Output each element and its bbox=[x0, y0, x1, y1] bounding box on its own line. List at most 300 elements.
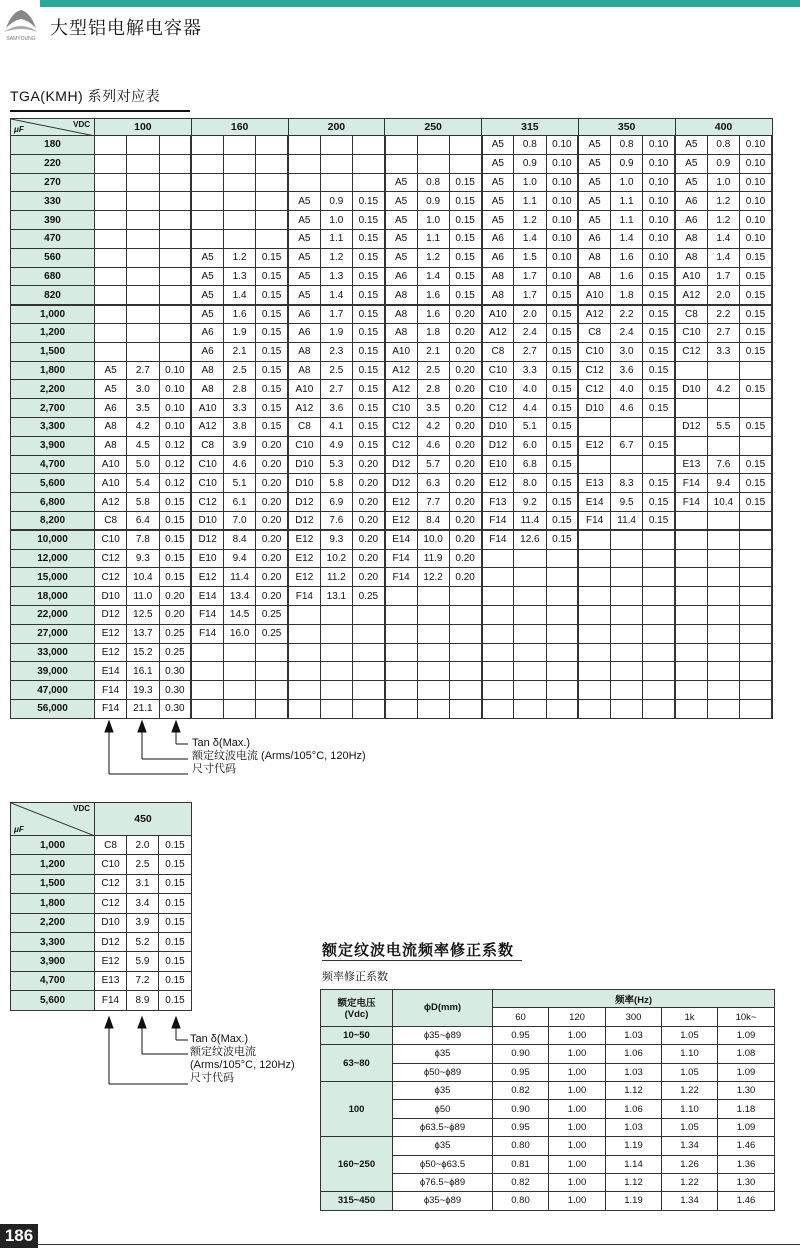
ripple-current-cell bbox=[224, 136, 256, 155]
voltage-cell: 100 bbox=[321, 1081, 393, 1136]
size-code-cell: F14 bbox=[482, 530, 514, 549]
legend-tan-delta: Tan δ(Max.) bbox=[192, 737, 251, 749]
size-code-cell bbox=[675, 530, 707, 549]
tan-delta-cell bbox=[740, 681, 773, 700]
size-code-cell bbox=[385, 662, 417, 681]
ripple-current-cell: 13.4 bbox=[224, 587, 256, 606]
voltage-header: 350 bbox=[578, 119, 675, 136]
tan-delta-cell: 0.10 bbox=[643, 229, 675, 248]
ripple-current-cell: 4.0 bbox=[514, 380, 546, 399]
ripple-current-cell: 11.2 bbox=[320, 568, 352, 587]
size-code-cell bbox=[288, 662, 320, 681]
ripple-current-cell: 1.6 bbox=[417, 286, 449, 305]
size-code-cell: C10 bbox=[288, 436, 320, 455]
voltage-header: 200 bbox=[288, 119, 385, 136]
size-code-cell: A12 bbox=[482, 323, 514, 342]
ripple-current-cell: 9.4 bbox=[707, 474, 739, 493]
table-row bbox=[11, 305, 773, 324]
capacitance-cell: 15,000 bbox=[11, 568, 95, 587]
tan-delta-cell bbox=[353, 624, 385, 643]
tan-delta-cell: 0.15 bbox=[643, 380, 675, 399]
ripple-current-cell bbox=[514, 662, 546, 681]
size-code-cell: C8 bbox=[675, 305, 707, 324]
coefficient-cell: 1.19 bbox=[606, 1137, 662, 1155]
ripple-current-cell bbox=[127, 173, 159, 192]
capacitance-cell: 4,700 bbox=[11, 455, 95, 474]
ripple-current-cell bbox=[417, 154, 449, 173]
ripple-current-cell bbox=[514, 549, 546, 568]
ripple-current-cell: 10.0 bbox=[417, 530, 449, 549]
size-code-cell bbox=[288, 624, 320, 643]
ripple-current-cell: 8.9 bbox=[127, 991, 159, 1010]
size-code-cell: F14 bbox=[385, 549, 417, 568]
ripple-current-cell: 1.7 bbox=[514, 286, 546, 305]
ripple-current-cell: 1.4 bbox=[417, 267, 449, 286]
tan-delta-cell: 0.15 bbox=[643, 286, 675, 305]
legend-tan-delta: Tan δ(Max.) bbox=[190, 1033, 249, 1045]
tan-delta-cell: 0.10 bbox=[740, 154, 773, 173]
ripple-current-cell: 2.1 bbox=[224, 342, 256, 361]
coefficient-cell: 0.80 bbox=[493, 1192, 549, 1210]
tan-delta-cell: 0.15 bbox=[740, 493, 773, 512]
coefficient-cell: 1.00 bbox=[549, 1026, 606, 1044]
size-code-cell bbox=[675, 549, 707, 568]
ripple-current-cell: 7.6 bbox=[707, 455, 739, 474]
ripple-current-cell: 12.2 bbox=[417, 568, 449, 587]
table-row bbox=[11, 587, 773, 606]
ripple-current-cell bbox=[417, 681, 449, 700]
capacitance-cell: 27,000 bbox=[11, 624, 95, 643]
ripple-current-cell: 1.6 bbox=[611, 248, 643, 267]
tan-delta-cell bbox=[643, 699, 675, 718]
ripple-current-cell: 4.2 bbox=[127, 417, 159, 436]
size-code-cell: E14 bbox=[191, 587, 223, 606]
ripple-current-cell: 1.9 bbox=[224, 323, 256, 342]
ripple-current-cell: 2.5 bbox=[320, 361, 352, 380]
tan-delta-cell bbox=[546, 568, 578, 587]
ripple-current-cell bbox=[320, 699, 352, 718]
header-row bbox=[11, 119, 773, 136]
size-code-cell: A10 bbox=[675, 267, 707, 286]
ripple-current-cell: 1.4 bbox=[514, 229, 546, 248]
tan-delta-cell: 0.10 bbox=[546, 211, 578, 230]
size-code-cell: C12 bbox=[95, 894, 127, 913]
ripple-current-cell bbox=[417, 643, 449, 662]
size-code-cell: A5 bbox=[578, 211, 610, 230]
tan-delta-cell: 0.10 bbox=[159, 399, 191, 418]
tan-delta-cell: 0.15 bbox=[159, 836, 192, 855]
ripple-current-cell: 0.9 bbox=[320, 192, 352, 211]
ripple-current-cell bbox=[127, 154, 159, 173]
tan-delta-cell bbox=[546, 549, 578, 568]
corner-cell bbox=[11, 803, 95, 836]
size-code-cell bbox=[675, 681, 707, 700]
ripple-current-cell bbox=[417, 587, 449, 606]
size-code-cell bbox=[675, 699, 707, 718]
tan-delta-cell: 0.15 bbox=[353, 323, 385, 342]
size-code-cell: C10 bbox=[191, 455, 223, 474]
ripple-current-cell bbox=[224, 154, 256, 173]
tan-delta-cell: 0.25 bbox=[159, 643, 191, 662]
voltage-header: 400 bbox=[675, 119, 772, 136]
size-code-cell: A5 bbox=[288, 229, 320, 248]
ripple-current-cell bbox=[417, 605, 449, 624]
tan-delta-cell bbox=[740, 399, 773, 418]
size-code-cell bbox=[675, 399, 707, 418]
ripple-current-cell: 1.7 bbox=[320, 305, 352, 324]
tan-delta-cell: 0.20 bbox=[256, 493, 288, 512]
tan-delta-cell bbox=[353, 699, 385, 718]
tan-delta-cell bbox=[740, 587, 773, 606]
ripple-current-cell: 1.0 bbox=[417, 211, 449, 230]
size-code-cell bbox=[191, 136, 223, 155]
series-table-title: TGA(KMH) 系列对应表 bbox=[10, 88, 161, 104]
tan-delta-cell: 0.15 bbox=[256, 380, 288, 399]
tan-delta-cell: 0.15 bbox=[159, 932, 192, 951]
size-code-cell: F14 bbox=[578, 511, 610, 530]
tan-delta-cell: 0.20 bbox=[449, 568, 481, 587]
tan-delta-cell: 0.15 bbox=[546, 474, 578, 493]
ripple-current-cell: 1.1 bbox=[417, 229, 449, 248]
tan-delta-cell bbox=[256, 211, 288, 230]
size-code-cell: C10 bbox=[95, 855, 127, 874]
ripple-current-cell bbox=[127, 286, 159, 305]
tan-delta-cell: 0.15 bbox=[449, 192, 481, 211]
tan-delta-cell: 0.15 bbox=[159, 913, 192, 932]
ripple-current-cell: 11.4 bbox=[611, 511, 643, 530]
voltage-cell: 315~450 bbox=[321, 1192, 393, 1210]
size-code-cell: D12 bbox=[288, 493, 320, 512]
table-row bbox=[11, 493, 773, 512]
size-code-cell: A12 bbox=[385, 380, 417, 399]
size-code-cell: A6 bbox=[578, 229, 610, 248]
table-row bbox=[11, 855, 192, 874]
ripple-current-cell: 19.3 bbox=[127, 681, 159, 700]
ripple-current-cell: 6.0 bbox=[514, 436, 546, 455]
table-row bbox=[11, 836, 192, 855]
size-code-cell: A6 bbox=[288, 323, 320, 342]
ripple-current-cell: 4.9 bbox=[320, 436, 352, 455]
tan-delta-cell: 0.15 bbox=[546, 380, 578, 399]
size-code-cell bbox=[385, 136, 417, 155]
ripple-current-cell bbox=[224, 662, 256, 681]
tan-delta-cell: 0.20 bbox=[353, 493, 385, 512]
tan-delta-cell: 0.15 bbox=[256, 342, 288, 361]
size-code-cell: A12 bbox=[578, 305, 610, 324]
ripple-current-cell: 8.3 bbox=[611, 474, 643, 493]
tan-delta-cell bbox=[449, 681, 481, 700]
capacitance-cell: 8,200 bbox=[11, 511, 95, 530]
size-code-cell bbox=[675, 662, 707, 681]
capacitance-cell: 22,000 bbox=[11, 605, 95, 624]
ripple-current-cell bbox=[417, 662, 449, 681]
coefficient-cell: 1.03 bbox=[606, 1026, 662, 1044]
voltage-header: 250 bbox=[385, 119, 482, 136]
tan-delta-cell bbox=[256, 681, 288, 700]
size-code-cell: A6 bbox=[675, 192, 707, 211]
ripple-current-cell: 5.4 bbox=[127, 474, 159, 493]
size-code-cell: C10 bbox=[385, 399, 417, 418]
ripple-current-cell bbox=[224, 229, 256, 248]
size-code-cell: A8 bbox=[95, 436, 127, 455]
tan-delta-cell bbox=[643, 455, 675, 474]
size-code-cell: D10 bbox=[288, 455, 320, 474]
size-code-cell bbox=[95, 211, 127, 230]
ripple-current-cell: 12.5 bbox=[127, 605, 159, 624]
tan-delta-cell: 0.20 bbox=[353, 549, 385, 568]
size-code-cell: A8 bbox=[385, 305, 417, 324]
coefficient-cell: 1.06 bbox=[606, 1045, 662, 1063]
tan-delta-cell: 0.15 bbox=[643, 511, 675, 530]
ripple-current-cell: 14.5 bbox=[224, 605, 256, 624]
tan-delta-cell: 0.30 bbox=[159, 662, 191, 681]
size-code-cell: C10 bbox=[482, 380, 514, 399]
coefficient-cell: 1.30 bbox=[718, 1081, 775, 1099]
size-code-cell bbox=[675, 436, 707, 455]
ripple-current-cell bbox=[611, 568, 643, 587]
coefficient-cell: 1.22 bbox=[662, 1173, 718, 1191]
table-row bbox=[11, 874, 192, 893]
ripple-current-cell: 1.0 bbox=[514, 173, 546, 192]
tan-delta-cell: 0.15 bbox=[353, 192, 385, 211]
size-code-cell bbox=[191, 643, 223, 662]
tan-delta-cell bbox=[353, 662, 385, 681]
capacitance-cell: 5,600 bbox=[11, 474, 95, 493]
capacitance-cell: 1,500 bbox=[11, 342, 95, 361]
size-code-cell: C10 bbox=[482, 361, 514, 380]
legend-size-code: 尺寸代码 bbox=[190, 1072, 234, 1084]
size-code-cell: A8 bbox=[95, 417, 127, 436]
tan-delta-cell bbox=[740, 624, 773, 643]
size-code-cell bbox=[675, 511, 707, 530]
ripple-current-cell: 7.0 bbox=[224, 511, 256, 530]
ripple-current-cell: 4.6 bbox=[224, 455, 256, 474]
frequency-value: 1k bbox=[662, 1008, 718, 1026]
tan-delta-cell bbox=[449, 624, 481, 643]
ripple-current-cell bbox=[127, 267, 159, 286]
tan-delta-cell bbox=[546, 605, 578, 624]
tan-delta-cell: 0.15 bbox=[546, 323, 578, 342]
ripple-current-cell: 1.3 bbox=[224, 267, 256, 286]
ripple-current-cell: 9.2 bbox=[514, 493, 546, 512]
header-row bbox=[11, 803, 192, 836]
ripple-current-cell: 1.6 bbox=[417, 305, 449, 324]
tan-delta-cell: 0.15 bbox=[159, 511, 191, 530]
size-code-cell bbox=[288, 154, 320, 173]
ripple-current-cell: 2.8 bbox=[224, 380, 256, 399]
tan-delta-cell: 0.10 bbox=[546, 248, 578, 267]
tan-delta-cell: 0.25 bbox=[256, 624, 288, 643]
ripple-current-cell: 5.8 bbox=[127, 493, 159, 512]
tan-delta-cell: 0.15 bbox=[740, 267, 773, 286]
size-code-cell: D12 bbox=[95, 605, 127, 624]
table-row bbox=[11, 323, 773, 342]
ripple-current-cell: 3.8 bbox=[224, 417, 256, 436]
voltage-header: 100 bbox=[95, 119, 192, 136]
size-code-cell bbox=[385, 681, 417, 700]
tan-delta-cell bbox=[449, 643, 481, 662]
size-code-cell: D12 bbox=[675, 417, 707, 436]
size-code-cell bbox=[578, 417, 610, 436]
tan-delta-cell: 0.15 bbox=[643, 267, 675, 286]
size-code-cell: A10 bbox=[385, 342, 417, 361]
size-code-cell bbox=[288, 173, 320, 192]
size-code-cell: A12 bbox=[675, 286, 707, 305]
size-code-cell: E14 bbox=[578, 493, 610, 512]
coefficient-cell: 1.19 bbox=[606, 1192, 662, 1210]
size-code-cell: A5 bbox=[578, 192, 610, 211]
size-code-cell: F14 bbox=[288, 587, 320, 606]
table-row bbox=[11, 173, 773, 192]
capacitance-cell: 18,000 bbox=[11, 587, 95, 606]
ripple-current-cell bbox=[320, 624, 352, 643]
tan-delta-cell: 0.15 bbox=[740, 455, 773, 474]
tan-delta-cell bbox=[159, 305, 191, 324]
ripple-current-cell: 2.8 bbox=[417, 380, 449, 399]
ripple-current-cell: 1.8 bbox=[611, 286, 643, 305]
size-code-cell: C10 bbox=[578, 342, 610, 361]
size-code-cell: F14 bbox=[191, 605, 223, 624]
tan-delta-cell bbox=[546, 587, 578, 606]
size-code-cell: A8 bbox=[675, 229, 707, 248]
ripple-current-cell: 1.6 bbox=[224, 305, 256, 324]
ripple-current-cell: 5.0 bbox=[127, 455, 159, 474]
tan-delta-cell: 0.15 bbox=[256, 305, 288, 324]
ripple-current-cell bbox=[611, 643, 643, 662]
ripple-current-cell bbox=[514, 699, 546, 718]
ripple-current-cell: 11.9 bbox=[417, 549, 449, 568]
tan-delta-cell: 0.15 bbox=[159, 952, 192, 971]
coefficient-cell: 1.05 bbox=[662, 1063, 718, 1081]
diameter-header: ϕD(mm) bbox=[393, 990, 493, 1027]
coefficient-cell: 1.05 bbox=[662, 1026, 718, 1044]
ripple-current-cell bbox=[707, 399, 739, 418]
ripple-current-cell: 1.4 bbox=[224, 286, 256, 305]
size-code-cell: A6 bbox=[95, 399, 127, 418]
size-code-cell bbox=[191, 211, 223, 230]
size-code-cell bbox=[191, 699, 223, 718]
tan-delta-cell bbox=[256, 229, 288, 248]
coefficient-cell: 0.90 bbox=[493, 1100, 549, 1118]
size-code-cell: E12 bbox=[385, 493, 417, 512]
tan-delta-cell: 0.10 bbox=[546, 192, 578, 211]
ripple-current-cell: 1.0 bbox=[320, 211, 352, 230]
tan-delta-cell: 0.20 bbox=[449, 323, 481, 342]
tan-delta-cell: 0.10 bbox=[643, 211, 675, 230]
ripple-current-cell: 1.3 bbox=[320, 267, 352, 286]
size-code-cell: A5 bbox=[482, 136, 514, 155]
size-code-cell: A6 bbox=[482, 248, 514, 267]
size-code-cell bbox=[482, 605, 514, 624]
size-code-cell bbox=[675, 361, 707, 380]
ripple-current-cell: 2.7 bbox=[320, 380, 352, 399]
tan-delta-cell: 0.15 bbox=[740, 474, 773, 493]
ripple-current-cell bbox=[611, 605, 643, 624]
tan-delta-cell bbox=[449, 154, 481, 173]
coefficient-cell: 1.09 bbox=[718, 1063, 775, 1081]
tan-delta-cell bbox=[256, 173, 288, 192]
size-code-cell: E10 bbox=[482, 455, 514, 474]
size-code-cell: A8 bbox=[288, 361, 320, 380]
diameter-cell: ϕ50 bbox=[393, 1100, 493, 1118]
tan-delta-cell: 0.15 bbox=[449, 248, 481, 267]
size-code-cell bbox=[95, 286, 127, 305]
tan-delta-cell bbox=[256, 136, 288, 155]
ripple-current-cell bbox=[417, 624, 449, 643]
tan-delta-cell: 0.15 bbox=[159, 894, 192, 913]
tan-delta-cell: 0.15 bbox=[740, 248, 773, 267]
tan-delta-cell bbox=[643, 549, 675, 568]
tan-delta-cell: 0.15 bbox=[643, 305, 675, 324]
ripple-current-cell: 2.0 bbox=[707, 286, 739, 305]
table-row bbox=[11, 248, 773, 267]
size-code-cell: A5 bbox=[288, 211, 320, 230]
rated-voltage-label: 额定电压 bbox=[337, 998, 376, 1010]
ripple-current-cell: 1.4 bbox=[611, 229, 643, 248]
tan-delta-cell: 0.15 bbox=[159, 991, 192, 1010]
tan-delta-cell: 0.15 bbox=[643, 436, 675, 455]
ripple-current-cell bbox=[611, 549, 643, 568]
size-code-cell bbox=[385, 605, 417, 624]
size-code-cell bbox=[675, 605, 707, 624]
ripple-current-cell: 9.3 bbox=[127, 549, 159, 568]
ripple-current-cell: 5.1 bbox=[514, 417, 546, 436]
tan-delta-cell: 0.20 bbox=[353, 474, 385, 493]
size-code-cell: D12 bbox=[482, 436, 514, 455]
coefficient-cell: 1.00 bbox=[549, 1045, 606, 1063]
tan-delta-cell bbox=[643, 681, 675, 700]
tan-delta-cell bbox=[353, 154, 385, 173]
document-title: 大型铝电解电容器 bbox=[50, 18, 202, 38]
tan-delta-cell: 0.20 bbox=[159, 587, 191, 606]
size-code-cell bbox=[95, 248, 127, 267]
page-number: 186 bbox=[0, 1224, 38, 1248]
ripple-current-cell: 3.5 bbox=[417, 399, 449, 418]
ripple-current-cell bbox=[514, 587, 546, 606]
ripple-current-cell: 1.6 bbox=[611, 267, 643, 286]
tan-delta-cell bbox=[740, 568, 773, 587]
tan-delta-cell: 0.15 bbox=[353, 342, 385, 361]
size-code-cell bbox=[95, 267, 127, 286]
size-code-cell: D10 bbox=[482, 417, 514, 436]
size-code-cell bbox=[578, 681, 610, 700]
capacitance-cell: 180 bbox=[11, 136, 95, 155]
tan-delta-cell bbox=[643, 568, 675, 587]
coefficient-cell: 0.82 bbox=[493, 1081, 549, 1099]
tan-delta-cell: 0.20 bbox=[449, 493, 481, 512]
size-code-cell: E12 bbox=[385, 511, 417, 530]
diameter-cell: ϕ35 bbox=[393, 1137, 493, 1155]
coefficient-cell: 1.22 bbox=[662, 1081, 718, 1099]
ripple-current-cell bbox=[320, 643, 352, 662]
ripple-current-cell: 11.4 bbox=[514, 511, 546, 530]
size-code-cell: D10 bbox=[191, 511, 223, 530]
size-code-cell bbox=[482, 549, 514, 568]
ripple-current-cell bbox=[514, 624, 546, 643]
tan-delta-cell: 0.15 bbox=[449, 286, 481, 305]
tan-delta-cell: 0.15 bbox=[643, 323, 675, 342]
capacitance-cell: 1,500 bbox=[11, 874, 95, 893]
size-code-cell: A8 bbox=[482, 286, 514, 305]
tan-delta-cell: 0.15 bbox=[353, 229, 385, 248]
ripple-current-cell: 4.1 bbox=[320, 417, 352, 436]
voltage-header: 315 bbox=[482, 119, 579, 136]
header-row bbox=[321, 990, 775, 1008]
size-code-cell: A5 bbox=[191, 286, 223, 305]
size-code-cell: A6 bbox=[385, 267, 417, 286]
capacitance-cell: 3,900 bbox=[11, 952, 95, 971]
coefficient-cell: 1.10 bbox=[662, 1100, 718, 1118]
